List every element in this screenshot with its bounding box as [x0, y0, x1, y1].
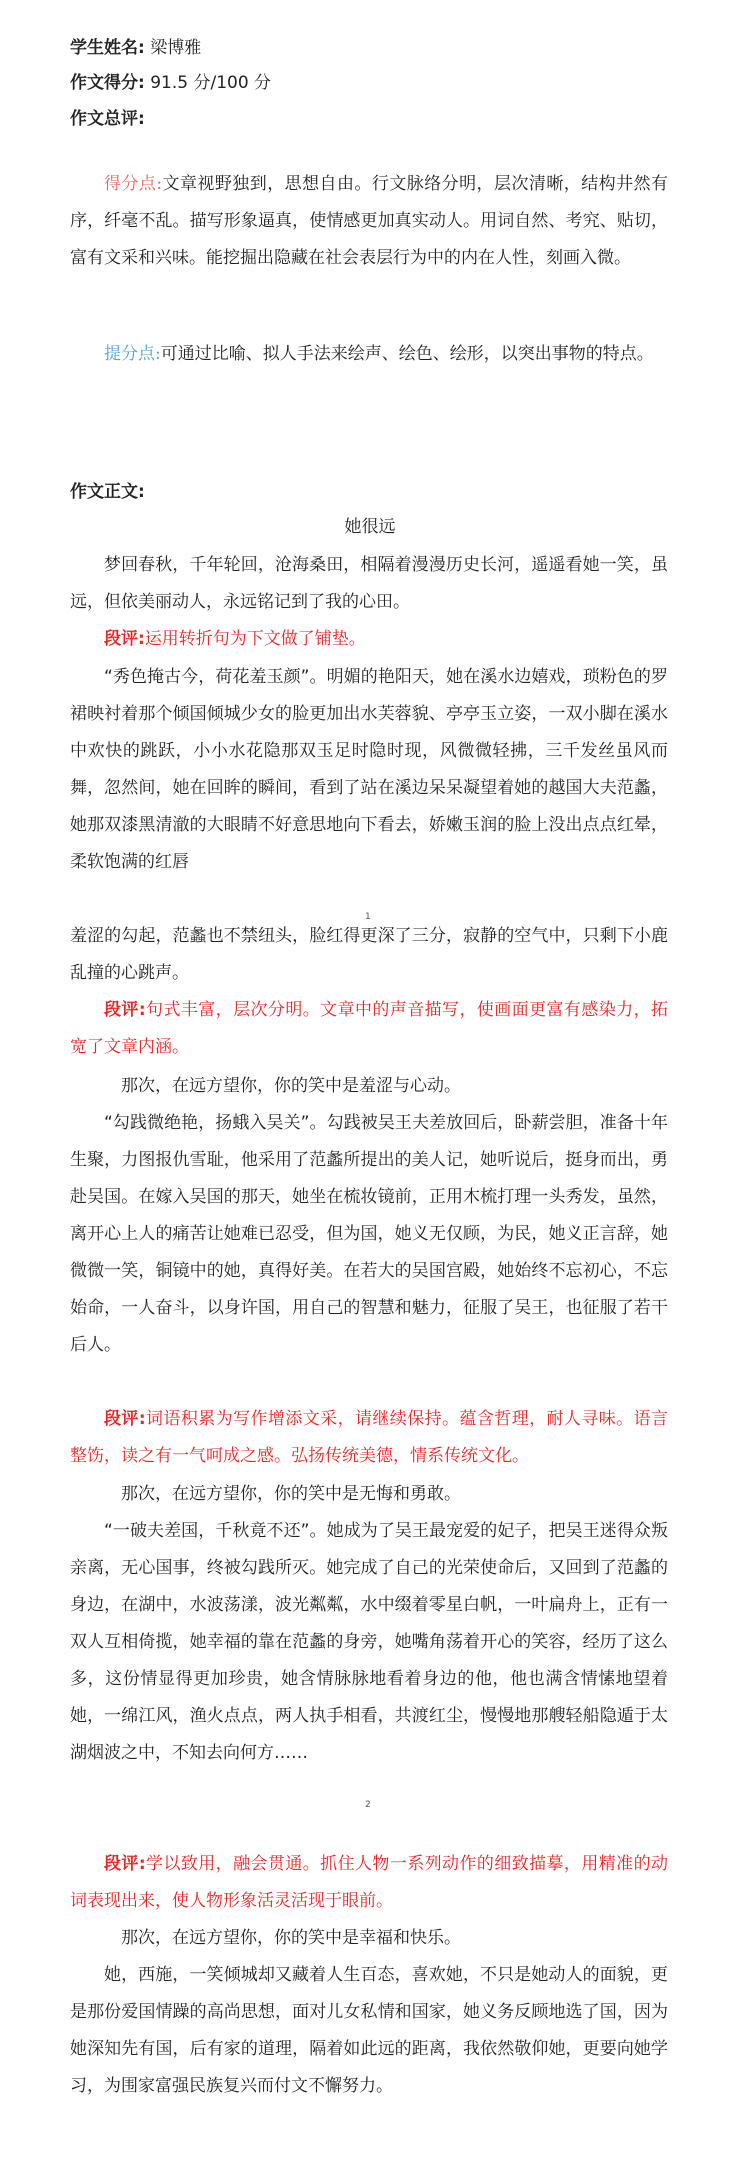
essay-paragraph-4: “勾践微绝艳，扬蛾入吴关”。勾践被吴王夫差放回后，卧薪尝胆，准备十年生聚，力图报仇雪耻，他采用了范蠡所提出的美人记，她听说后，挺身而出，勇赴吴国。在嫁入吴国的那天，她坐在梳妆镜前，正用木梳打理一头秀发，虽然，离开心上人的痛苦让她难已忍受，但为国，她义无仅顾，为民，她义正言辞，她微微一笑，铜镜中的她，真得好美。在若大的吴国宫殿，她始终不忘初心，不忘始命，一人奋斗，以身许国，用自己的智慧和魅力，征服了吴王，也征服了若干后人。 — [70, 1113, 668, 1355]
overall-review-label: 作文总评: — [70, 109, 145, 129]
paragraph-comment-4 — [70, 1846, 668, 1920]
score-label: 作文得分: — [70, 73, 145, 93]
essay-body-label: 作文正文: — [70, 482, 145, 502]
paragraph-comment-3 — [70, 1401, 668, 1475]
overall-review-label-row — [70, 101, 145, 137]
essay-paragraph-2-continued: 羞涩的勾起，范蠡也不禁纽头，脸红得更深了三分，寂静的空气中，只剩下小鹿乱撞的心跳声。 — [70, 926, 668, 983]
score-value: 91.5 分/100 分 — [150, 73, 272, 93]
page-number-1: 1 — [365, 912, 371, 922]
tips-label: 提分点: — [104, 344, 161, 364]
comment-label: 段评: — [104, 1854, 146, 1874]
comment-label: 段评: — [104, 1409, 146, 1429]
student-name-row — [70, 30, 201, 66]
essay-paragraph-5: 那次，在远方望你，你的笑中是无悔和勇敢。 — [121, 1484, 461, 1504]
comment-text: 学以致用，融会贯通。抓住人物一系列动作的细致描摹，用精准的动词表现出来，使人物形象活灵活现于眼前。 — [70, 1854, 668, 1911]
essay-paragraph-1: 梦回春秋，千年轮回，沧海桑田，相隔着漫漫历史长河，遥遥看她一笑，虽远，但依美丽动人，永远铭记到了我的心田。 — [70, 555, 668, 612]
student-name-value: 梁博雅 — [150, 38, 202, 58]
paragraph-comment-2 — [70, 992, 668, 1066]
good-points-review — [70, 166, 668, 277]
tips-text: 可通过比喻、拟人手法来绘声、绘色、绘形，以突出事物的特点。 — [160, 344, 654, 364]
essay-paragraph-7: 那次，在远方望你，你的笑中是幸福和快乐。 — [121, 1928, 461, 1948]
comment-label: 段评: — [104, 629, 145, 649]
comment-text: 运用转折句为下文做了铺垫。 — [144, 629, 366, 649]
good-points-text: 文章视野独到，思想自由。行文脉络分明，层次清晰，结构井然有序，纤毫不乱。描写形象逼真，使情感更加真实动人。用词自然、考究、贴切，富有文采和兴味。能挖掘出隐藏在社会表层行为中的内在人性，刻画入微。 — [70, 174, 669, 268]
essay-paragraph-6: “一破夫差国，千秋竟不还”。她成为了吴王最宠爱的妃子，把吴王迷得众叛亲离，无心国事，终被勾践所灭。她完成了自己的光荣使命后，又回到了范蠡的身边，在湖中，水波荡漾，波光粼粼，水中缀着零星白帆，一叶扁舟上，正有一双人互相倚揽，她幸福的靠在范蠡的身旁，她嘴角荡着开心的笑容，经历了这么多，这份情显得更加珍贵，她含情脉脉地看着身边的他，他也满含情愫地望着她，一绵江风，渔火点点，两人执手相看，共渡红尘，慢慢地那艘轻船隐遁于太湖烟波之中，不知去向何方…… — [70, 1521, 668, 1763]
essay-paragraph-8: 她，西施，一笑倾城却又藏着人生百态，喜欢她，不只是她动人的面貌，更是那份爱国情躁的高尚思想，面对儿女私情和国家，她义务反顾地选了国，因为她深知先有国，后有家的道理，隔着如此远的距离，我依然敬仰她，更要向她学习，为围家富强民族复兴而付文不懈努力。 — [70, 1965, 668, 2096]
score-row — [70, 65, 271, 101]
comment-label: 段评: — [104, 1000, 146, 1020]
comment-text: 词语积累为写作增添文采，请继续保持。蕴含哲理，耐人寻味。语言整饬，读之有一气呵成之感。弘扬传统美德，情系传统文化。 — [70, 1409, 668, 1466]
good-points-label: 得分点: — [104, 174, 163, 194]
paragraph-comment-1 — [70, 621, 668, 658]
essay-paragraph-2: “秀色掩古今，荷花羞玉颜”。明媚的艳阳天，她在溪水边嬉戏，琐粉色的罗裙映衬着那个倾国倾城少女的脸更加出水芙蓉貌、亭亭玉立姿，一双小脚在溪水中欢快的跳跃，小小水花隐那双玉足时隐时现，风微微轻拂，三千发丝虽风而舞，忽然间，她在回眸的瞬间，看到了站在溪边呆呆凝望着她的越国大夫范蠡，她那双漆黑清澈的大眼睛不好意思地向下看去，娇嫩玉润的脸上没出点点红晕，柔软饱满的红唇 — [70, 667, 668, 872]
improvement-tips-review — [70, 336, 668, 373]
page-number-2: 2 — [365, 1800, 371, 1810]
student-name-label: 学生姓名: — [70, 38, 145, 58]
essay-paragraph-3: 那次，在远方望你，你的笑中是羞涩与心动。 — [121, 1076, 461, 1096]
comment-text: 句式丰富，层次分明。文章中的声音描写，使画面更富有感染力，拓宽了文章内涵。 — [70, 1000, 668, 1057]
essay-title: 她很远 — [344, 517, 396, 537]
